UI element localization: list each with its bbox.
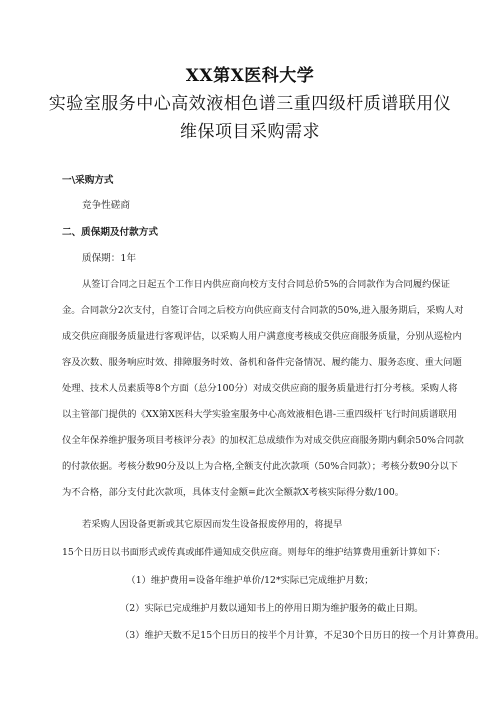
- payment-paragraph-line: 金。合同款分2次支付，自签订合同之后校方向供应商支付合同款的50%,进入服务期后，采购人对: [62, 305, 464, 316]
- scrap-notice-line1: 若采购人因设备更新或其它原因而发生设备报废停用的，将提早: [82, 519, 343, 530]
- university-name: XX第X医科大学: [185, 66, 315, 86]
- payment-paragraph-line: 成交供应商服务质量进行客观评估，以采购人用户满意度考核成交供应商服务质量，分别从巡检内: [62, 331, 462, 342]
- scrap-notice-line2: 15个日历日以书面形式或传真或邮件通知成交供应商。则每年的维护结算费用重新计算如下：: [62, 547, 446, 558]
- fee-item-3: （3）维护天数不足15个日历日的按半个月计算，不足30个日历日的按一个月计算费用。: [120, 630, 485, 641]
- payment-paragraph-line: 容及次数、服务响应时效、排障服务时效、备机和备件完备情况、履约能力、服务态度、重大问题: [62, 357, 462, 368]
- payment-paragraph-line: 为不合格，部分支付此次款项，具体支付金额=此次全额款X考核实际得分数/100。: [62, 487, 405, 498]
- payment-paragraph-line: 处理、技术人员素质等8个方面（总分100分）对成交供应商的服务质量进行打分考核。采购人将: [62, 383, 458, 394]
- procurement-method-text: 竞争性磋商: [82, 200, 130, 211]
- payment-paragraph-line: 以主管部门提供的《XX第X医科大学实验室服务中心高效液相色谱-三重四级杆飞行时间质谱联用: [62, 409, 457, 420]
- project-title-line2: 维保项目采购需求: [180, 122, 320, 142]
- document-title: [0, 62, 500, 146]
- section-heading-warranty-payment: 二、质保期及付款方式: [62, 227, 158, 238]
- section-heading-procurement-method: 一\采购方式: [62, 175, 114, 186]
- project-title-line1: 实验室服务中心高效液相色谱三重四级杆质谱联用仪: [48, 94, 452, 114]
- payment-paragraph-line: 仪全年保养维护服务项目考核评分表》的加权汇总成绩作为对成交供应商服务期内剩余50%合同款: [62, 435, 464, 446]
- payment-paragraph-line: 的付款依据。考核分数90分及以上为合格,全额支付此次款项（50%合同款）；考核分数90分以下: [62, 461, 458, 472]
- fee-item-2: （2）实际已完成维护月数以通知书上的停用日期为维护服务的截止日期。: [120, 603, 424, 614]
- fee-item-1: （1）维护费用=设备年维护单价/12*实际已完成维护月数；: [126, 575, 374, 586]
- warranty-period-text: 质保期：1年: [82, 253, 137, 264]
- payment-paragraph-line: 从签订合同之日起五个工作日内供应商向校方支付合同总价5%的合同款作为合同履约保证: [82, 279, 451, 290]
